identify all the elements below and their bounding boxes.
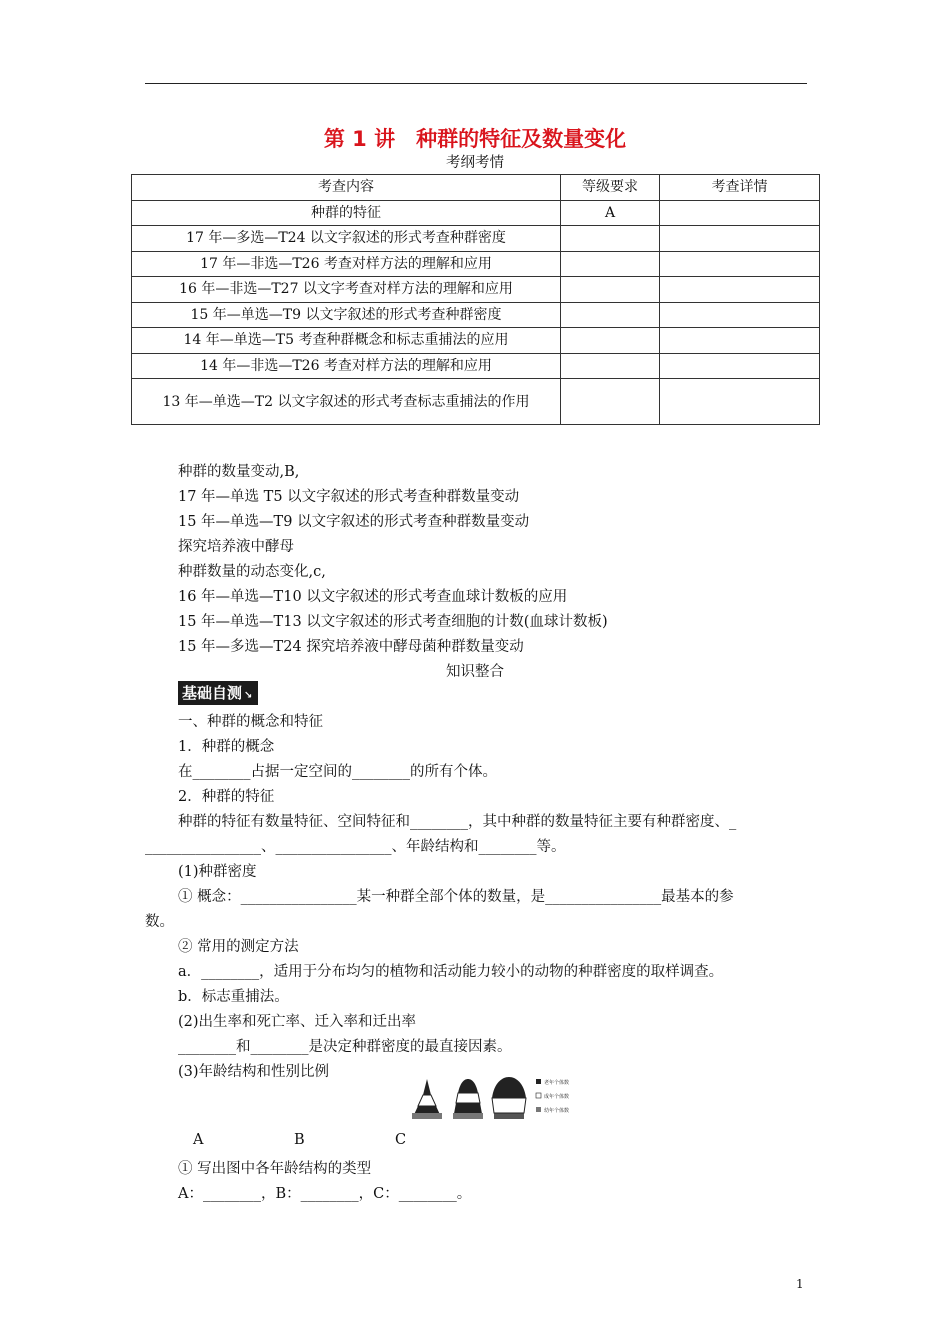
table-row — [132, 200, 820, 226]
table-row — [132, 353, 820, 379]
cell-level — [561, 277, 660, 303]
cell-level: A — [561, 200, 660, 226]
pyramid-legend — [536, 1079, 569, 1114]
table-row — [132, 226, 820, 252]
cell-detail — [660, 379, 820, 425]
cell-content: 14 年—单选—T5 考查种群概念和标志重捕法的应用 — [132, 328, 561, 354]
fill-blank-line: ________________、________________、年龄结构和________等。 — [145, 839, 566, 855]
cell-detail — [660, 328, 820, 354]
pyramid-c — [492, 1077, 526, 1119]
text-line: 种群的数量变动,B, — [178, 464, 300, 480]
legend-swatch-adult — [536, 1093, 541, 1098]
text-line: 15 年—单选—T13 以文字叙述的形式考查细胞的计数(血球计数板) — [178, 614, 608, 630]
table-caption: 考纲考情 — [446, 155, 504, 171]
cell-level — [561, 353, 660, 379]
legend-label-adult: 成年个体数 — [544, 1094, 570, 1100]
age-pyramid-figure — [408, 1073, 578, 1123]
legend-label-old: 老年个体数 — [544, 1080, 570, 1086]
table-row — [132, 302, 820, 328]
legend-label-young: 幼年个体数 — [544, 1108, 570, 1114]
fill-blank-line: 在________占据一定空间的________的所有个体。 — [178, 764, 497, 780]
cell-content: 17 年—多选—T24 以文字叙述的形式考查种群密度 — [132, 226, 561, 252]
section-badge — [178, 681, 258, 705]
header-detail: 考查详情 — [660, 175, 820, 201]
cell-content: 17 年—非选—T26 考查对样方法的理解和应用 — [132, 251, 561, 277]
cell-detail — [660, 251, 820, 277]
requirements-table — [131, 174, 820, 425]
fill-blank-line: 种群的特征有数量特征、空间特征和________，其中种群的数量特征主要有种群密度、_ — [178, 814, 737, 830]
text-line: 数。 — [145, 914, 174, 930]
fill-blank-line: ① 概念：________________某一种群全部个体的数量，是________________最基本的参 — [178, 889, 734, 905]
fill-blank-line: A：________，B：________，C：________。 — [178, 1186, 472, 1202]
header-rule — [145, 83, 807, 84]
arrow-icon: ↘ — [244, 690, 253, 701]
cell-level — [561, 251, 660, 277]
text-line: ② 常用的测定方法 — [178, 939, 299, 955]
table-row — [132, 379, 820, 425]
text-line: 15 年—单选—T9 以文字叙述的形式考查种群数量变动 — [178, 514, 530, 530]
subheading: (1)种群密度 — [178, 864, 257, 880]
cell-level — [561, 302, 660, 328]
cell-level — [561, 328, 660, 354]
heading: 一、种群的概念和特征 — [178, 714, 323, 730]
text-line: 17 年—单选 T5 以文字叙述的形式考查种群数量变动 — [178, 489, 520, 505]
table-row — [132, 277, 820, 303]
legend-swatch-young — [536, 1107, 541, 1112]
subheading: (3)年龄结构和性别比例 — [178, 1064, 330, 1080]
cell-level — [561, 379, 660, 425]
cell-detail — [660, 302, 820, 328]
cell-detail — [660, 277, 820, 303]
text-line: 15 年—多选—T24 探究培养液中酵母菌种群数量变动 — [178, 639, 524, 655]
table-row — [132, 328, 820, 354]
section-label: 知识整合 — [446, 664, 504, 680]
table-header-row — [132, 175, 820, 201]
subheading: 1．种群的概念 — [178, 739, 275, 755]
question: ① 写出图中各年龄结构的类型 — [178, 1161, 372, 1177]
figure-label-a: A — [193, 1132, 204, 1148]
cell-content: 16 年—非选—T27 以文字考查对样方法的理解和应用 — [132, 277, 561, 303]
table-row — [132, 251, 820, 277]
text-line: 种群数量的动态变化,c, — [178, 564, 326, 580]
header-level: 等级要求 — [561, 175, 660, 201]
fill-blank-line: ________和________是决定种群密度的最直接因素。 — [178, 1039, 512, 1055]
cell-content: 15 年—单选—T9 以文字叙述的形式考查种群密度 — [132, 302, 561, 328]
legend-swatch-old — [536, 1079, 541, 1084]
badge-label: 基础自测 — [182, 684, 243, 702]
figure-label-c: C — [395, 1132, 407, 1148]
pyramid-a — [412, 1079, 442, 1119]
text-line: b．标志重捕法。 — [178, 989, 289, 1005]
fill-blank-line: a．________，适用于分布均匀的植物和活动能力较小的动物的种群密度的取样调查。 — [178, 964, 724, 980]
cell-detail — [660, 353, 820, 379]
header-content: 考查内容 — [132, 175, 561, 201]
page-number: 1 — [796, 1277, 804, 1291]
text-line: 探究培养液中酵母 — [178, 539, 294, 555]
cell-detail — [660, 200, 820, 226]
lesson-title: 第 1 讲 种群的特征及数量变化 — [323, 127, 627, 151]
cell-level — [561, 226, 660, 252]
cell-content: 种群的特征 — [132, 200, 561, 226]
subheading: (2)出生率和死亡率、迁入率和迁出率 — [178, 1014, 417, 1030]
text-line: 16 年—单选—T10 以文字叙述的形式考查血球计数板的应用 — [178, 589, 568, 605]
cell-content: 14 年—非选—T26 考查对样方法的理解和应用 — [132, 353, 561, 379]
figure-label-b: B — [294, 1132, 305, 1148]
cell-content: 13 年—单选—T2 以文字叙述的形式考查标志重捕法的作用 — [132, 379, 561, 425]
pyramid-b — [453, 1079, 483, 1119]
subheading: 2．种群的特征 — [178, 789, 275, 805]
cell-detail — [660, 226, 820, 252]
